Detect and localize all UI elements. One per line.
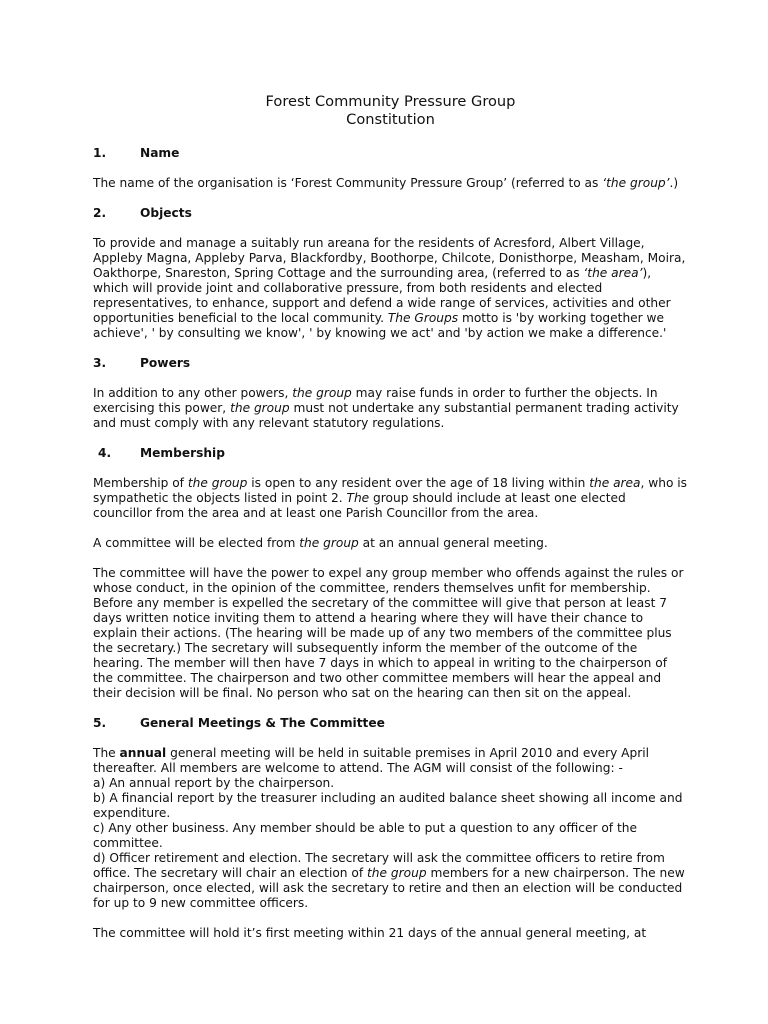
text-run: general meeting will be held in suitable premises in April 2010 and every April thereafter. All members are welcome to attend. The AGM will consist of the following: - (93, 746, 650, 775)
section-title: Objects (140, 206, 192, 220)
section-number: 2. (93, 206, 107, 220)
section-heading-membership (93, 446, 688, 461)
text-run: must not undertake any substantial permanent trading activity and must comply with any relevant statutory regulations. (93, 401, 679, 430)
section-number: 5. (93, 716, 107, 730)
text-run: may raise funds in order to further the objects. In exercising this power, (93, 386, 658, 415)
text-run: The name of the organisation is ‘Forest Community Pressure Group’ (referred to as (93, 176, 603, 190)
section-number: 3. (93, 356, 107, 370)
italic-term: the group (187, 476, 248, 490)
bold-term: annual (119, 746, 167, 760)
title-line-1: Forest Community Pressure Group (265, 93, 516, 110)
name-paragraph (93, 176, 688, 191)
section-title: Powers (140, 356, 191, 370)
list-item-b: b) A financial report by the treasurer including an audited balance sheet showing all income and expenditure. (93, 791, 683, 820)
meetings-paragraph-1 (93, 746, 688, 776)
text-run: The (93, 746, 120, 760)
membership-paragraph-1 (93, 476, 688, 521)
section-number: 4. (98, 446, 112, 460)
italic-term: the group (367, 866, 427, 880)
text-run: members for a new chairperson. The new chairperson, once elected, will ask the secretary to retire and then an election will be conducted for up to 9 new committee officers. (93, 866, 685, 910)
document-title (93, 93, 688, 129)
italic-term: the group (299, 536, 359, 550)
italic-term: the group (230, 401, 290, 415)
section-title: Name (140, 146, 180, 160)
italic-term: The (346, 491, 370, 505)
italic-term: ‘the area’ (583, 266, 643, 280)
text-run: To provide and manage a suitably run areana for the residents of Acresford, Albert Village, Appleby Magna, Appleby Parva, Blackfordby, Boothorpe, Chilcote, Donisthorpe, Measham, Moira, Oakthorpe, Snareston, Spring Cottage and the surrounding area, (referred to as (93, 236, 686, 280)
section-heading-objects (93, 206, 688, 221)
text-run: .) (669, 176, 679, 190)
text-run: motto is 'by working together we achieve', ' by consulting we know', ' by knowing we act' and 'by action we make a difference.' (93, 311, 667, 340)
list-item-c: c) Any other business. Any member should be able to put a question to any officer of the committee. (93, 821, 637, 850)
list-item-a: a) An annual report by the chairperson. (93, 776, 335, 790)
text-run: A committee will be elected from (93, 536, 300, 550)
powers-paragraph (93, 386, 688, 431)
text-run: , who is sympathetic the objects listed in point 2. (93, 476, 688, 505)
section-heading-powers (93, 356, 688, 371)
text-run: Membership of (93, 476, 188, 490)
section-title: General Meetings & The Committee (140, 716, 385, 730)
italic-term: ‘the group’ (602, 176, 670, 190)
agm-list (93, 746, 688, 911)
membership-paragraph-2 (93, 536, 688, 551)
section-heading-name (93, 146, 688, 161)
text-run: at an annual general meeting. (358, 536, 548, 550)
italic-term: the group (292, 386, 352, 400)
section-heading-meetings (93, 716, 688, 731)
text-run: ), which will provide joint and collaborative pressure, from both residents and elected representatives, to enhance, support and defend a wide range of services, activities and other opportunities beneficial to the local community. (93, 266, 671, 325)
text-run: d) Officer retirement and election. The secretary will ask the committee officers to retire from office. The secretary will chair an election of (93, 851, 665, 880)
text-run: is open to any resident over the age of 18 living within (247, 476, 590, 490)
section-title: Membership (140, 446, 225, 460)
italic-term: The Groups (387, 311, 459, 325)
objects-paragraph (93, 236, 688, 341)
section-number: 1. (93, 146, 107, 160)
title-line-2: Constitution (346, 111, 435, 128)
list-item-d (93, 851, 688, 911)
text-run: In addition to any other powers, (93, 386, 293, 400)
italic-term: the area (589, 476, 641, 490)
text-run: group should include at least one elected councillor from the area and at least one Parish Councillor from the area. (93, 491, 626, 520)
meetings-paragraph-2: The committee will hold it’s first meeting within 21 days of the annual general meeting, at (93, 926, 647, 940)
membership-paragraph-3: The committee will have the power to expel any group member who offends against the rules or whose conduct, in the opinion of the committee, renders themselves unfit for membership. Before any member is expelled the secretary of the committee will give that person at least 7 days written notice inviting them to attend a hearing where they will have their chance to explain their actions. (The hearing will be made up of any two members of the committee plus the secretary.) The secretary will subsequently inform the member of the outcome of the hearing. The member will then have 7 days in which to appeal in writing to the chairperson of the committee. The chairperson and two other committee members will hear the appeal and their decision will be final. No person who sat on the hearing can then sit on the appeal. (93, 566, 684, 700)
